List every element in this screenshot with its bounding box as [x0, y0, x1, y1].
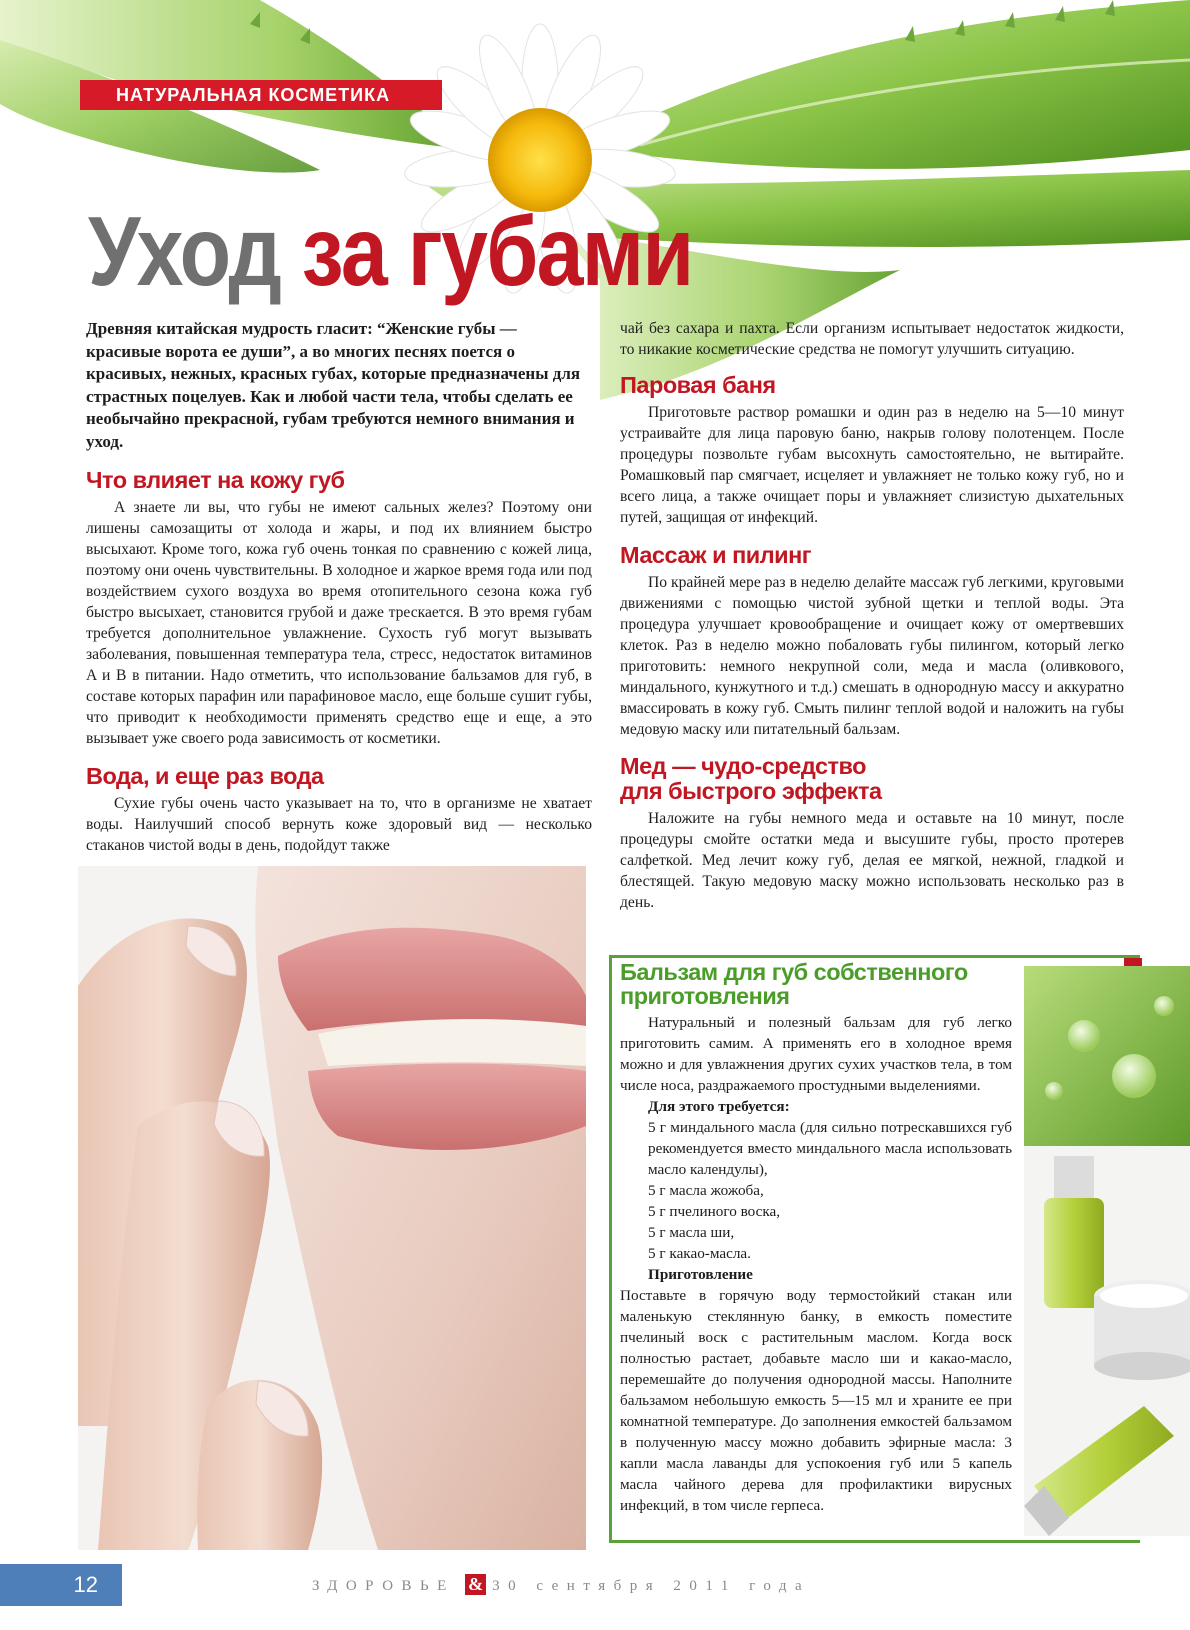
- ingredient-item: 5 г масла жожоба,: [648, 1182, 764, 1199]
- recipe-preparation-title: Приготовление: [648, 1266, 753, 1283]
- ingredient-item: 5 г масла ши,: [648, 1224, 735, 1241]
- page-number: 12: [0, 1564, 122, 1606]
- paragraph-lip-skin: А знаете ли вы, что губы не имеют сальных желез? Поэтому они лишены самозащиты от холода и жары, и под их влиянием быстро высыхают. Кроме того, кожа губ очень тонкая по сравнению с кожей лица, поэтому они очень чувствительны. В холодное и жаркое время года или под воздействием сухого воздуха во время отопительного сезона кожа губ быстро высыхает, становится грубой и даже трескается. В это время губам требуется дополнительное увлажнение. Сухость губ могут вызывать заболевания, повышенная температура тела, стресс, недостаток витаминов A и B в питании. Надо отметить, что использование бальзамов для губ, в составе которых парафин или парафиновое масло, еще больше сушит губы, что приводит к необходимости применять средство еще и еще, а это вызывает уже своего рода зависимость от косметики.: [86, 499, 592, 747]
- lead-paragraph: Древняя китайская мудрость гласит: “Женские губы — красивые ворота ее души”, а во многих песнях поется о красивых, нежных, красных губах, которые предназначены для страстных поцелуев. Как и любой части тела, чтобы сделать ее необычайно прекрасной, губам требуются немного внимания и уход.: [86, 319, 581, 451]
- paragraph-water: Сухие губы очень часто указывает на то, что в организме не хватает воды. Наилучший способ вернуть коже здоровый вид — несколько стаканов чистой воды в день, подойдут также: [86, 795, 592, 854]
- paragraph-honey: Наложите на губы немного меда и оставьте на 10 минут, после процедуры смойте остатки меда и высушите губы, просто протерев салфеткой. Мед лечит кожу губ, делая ее мягкой, нежной, гладкой и блестящей. Такую медовую маску можно использовать несколько раз в день.: [620, 810, 1124, 911]
- recipe-preparation-text: Поставьте в горячую воду термостойкий стакан или маленькую стеклянную банку, в емкость поместите пчелиный воск с растительным маслом. Когда воск полностью растает, добавьте масло ши и какао-масло, перемешайте до получения однородной массы. Наполните бальзамом небольшую емкость 5—15 мл и храните ее при комнатной температуре. До заполнения емкостей бальзамом в полученную массу можно добавить эфирные масла: 3 капли масла лаванды для успокоения губ или 5 капель масла чайного дерева для профилактики вирусных инфекций, в том числе герпеса.: [620, 1287, 1012, 1514]
- recipe-intro: Натуральный и полезный бальзам для губ легко приготовить самим. А применять его в холодное время можно и для увлажнения других сухих участков тела, в том числе носа, раздражаемого простудными выделениями.: [620, 1014, 1012, 1094]
- heading-lip-skin: Что влияет на кожу губ: [86, 467, 345, 493]
- heading-steam-bath: Паровая баня: [620, 372, 776, 398]
- paragraph-massage: По крайней мере раз в неделю делайте массаж губ легкими, круговыми движениями с помощью чистой зубной щетки и теплой воды. Эта процедура улучшает кровообращение и очищает кожу от омертвевших клеток. Раз в неделю можно побаловать губы пилингом, который легко приготовить: немного некрупной соли, меда и масла (оливкового, миндального, кунжутного и т.д.) смешать в однородную массу и аккуратно вмассировать в кожу губ. Смыть пилинг теплой водой и наложить на губы медовую маску или питательный бальзам.: [620, 574, 1124, 738]
- issue-date: 30 сентября 2011 года: [492, 1578, 811, 1594]
- recipe-ingredients-title: Для этого требуется:: [648, 1098, 790, 1115]
- title-part-gray: Уход: [88, 196, 302, 306]
- ingredient-item: 5 г миндального масла (для сильно потрескавшихся губ рекомендуется вместо миндального масла использовать масло календулы),: [648, 1119, 1012, 1178]
- ingredient-item: 5 г какао-масла.: [648, 1245, 751, 1262]
- paragraph-steam-bath: Приготовьте раствор ромашки и один раз в неделю на 5—10 минут устраивайте для лица паровую баню, накрыв голову полотенцем. После процедуры позвольте губам высохнуть самостоятельно, не вытирайте. Ромашковый пар смягчает, исцеляет и увлажняет не только кожу губ, но и всего лица, а также очищает поры и увлажняет слизистую дыхательных путей, защищая от инфекций.: [620, 404, 1124, 526]
- lips-photo: [78, 866, 586, 1550]
- magazine-name: ЗДОРОВЬЕ: [312, 1578, 455, 1594]
- heading-honey-line2: для быстрого эффекта: [620, 778, 882, 804]
- heading-massage: Массаж и пилинг: [620, 542, 812, 568]
- ampersand-logo: &: [465, 1574, 486, 1595]
- ingredient-item: 5 г пчелиного воска,: [648, 1203, 781, 1220]
- heading-honey: [620, 754, 1124, 804]
- left-column: [86, 318, 592, 856]
- section-tag: НАТУРАЛЬНАЯ КОСМЕТИКА: [80, 80, 442, 110]
- paragraph-water-continued: чай без сахара и пахта. Если организм испытывает недостаток жидкости, то никакие косметические средства не помогут улучшить ситуацию.: [620, 320, 1124, 358]
- recipe-text: [620, 960, 1012, 1516]
- magazine-footer: [312, 1574, 952, 1598]
- right-column: [620, 318, 1124, 913]
- recipe-title: [620, 960, 1012, 1008]
- article-title: [88, 196, 692, 316]
- recipe-title-line2: приготовления: [620, 983, 790, 1009]
- heading-water: Вода, и еще раз вода: [86, 763, 324, 789]
- title-part-red: за губами: [301, 196, 693, 306]
- recipe-image-leaf-and-cosmetics: [1024, 966, 1190, 1536]
- heading-honey-line1: Мед — чудо-средство: [620, 753, 867, 779]
- recipe-title-line1: Бальзам для губ собственного: [620, 959, 968, 985]
